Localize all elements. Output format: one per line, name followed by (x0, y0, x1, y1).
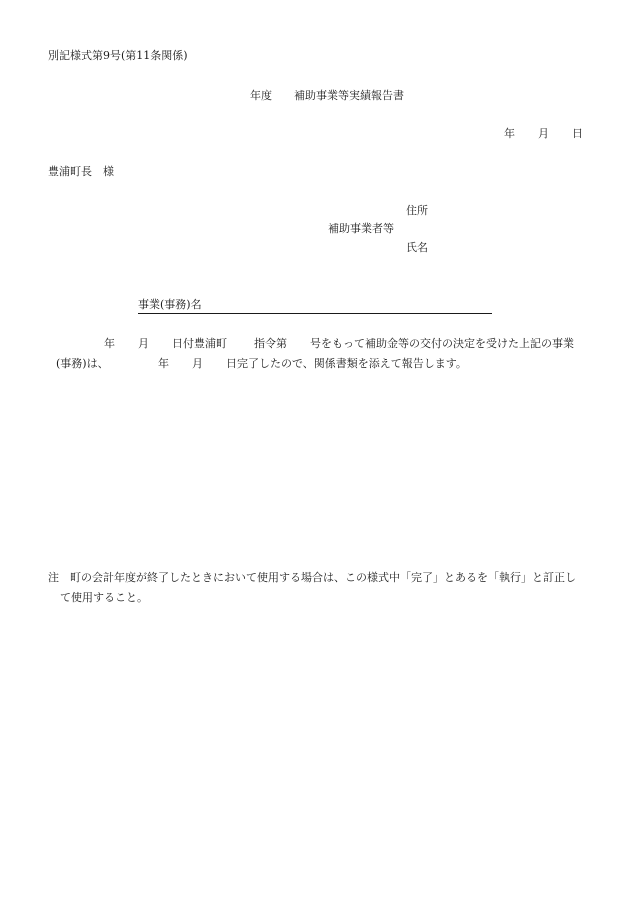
date-year-label: 年 (504, 127, 515, 140)
body-line1-text: 号をもって補助金等の交付の決定を受けた上記の事業 (310, 337, 574, 350)
body-year-label: 年 (104, 337, 115, 350)
date-month-label: 月 (538, 127, 549, 140)
address-label: 住所 (406, 204, 428, 217)
date-line (504, 128, 583, 139)
date-day-label: 日 (572, 127, 583, 140)
body-directive-label: 指令第 (254, 337, 287, 350)
completion-year-label: 年 (158, 357, 169, 370)
body-line2-start: (事務)は、 (56, 357, 109, 370)
title-year-label: 年度 (250, 89, 272, 102)
addressee: 豊浦町長 様 (48, 165, 114, 178)
form-title (250, 90, 404, 101)
body-month-label: 月 (138, 337, 149, 350)
body-line2-text: 日完了したので、関係書類を添えて報告します。 (226, 357, 467, 370)
completion-month-label: 月 (192, 357, 203, 370)
name-label: 氏名 (406, 241, 428, 254)
style-reference: 別記様式第9号(第11条関係) (48, 49, 188, 62)
note-line2: て使用すること。 (60, 591, 148, 604)
applicant-role-label: 補助事業者等 (328, 222, 394, 235)
title-text: 補助事業等実績報告書 (294, 89, 404, 102)
project-name-label: 事業(事務)名 (138, 298, 202, 311)
project-name-underline (138, 313, 492, 314)
body-day-issuer: 日付豊浦町 (172, 337, 227, 350)
note-line1: 注 町の会計年度が終了したときにおいて使用する場合は、この様式中「完了」とあるを「執行」と訂正し (48, 571, 576, 584)
